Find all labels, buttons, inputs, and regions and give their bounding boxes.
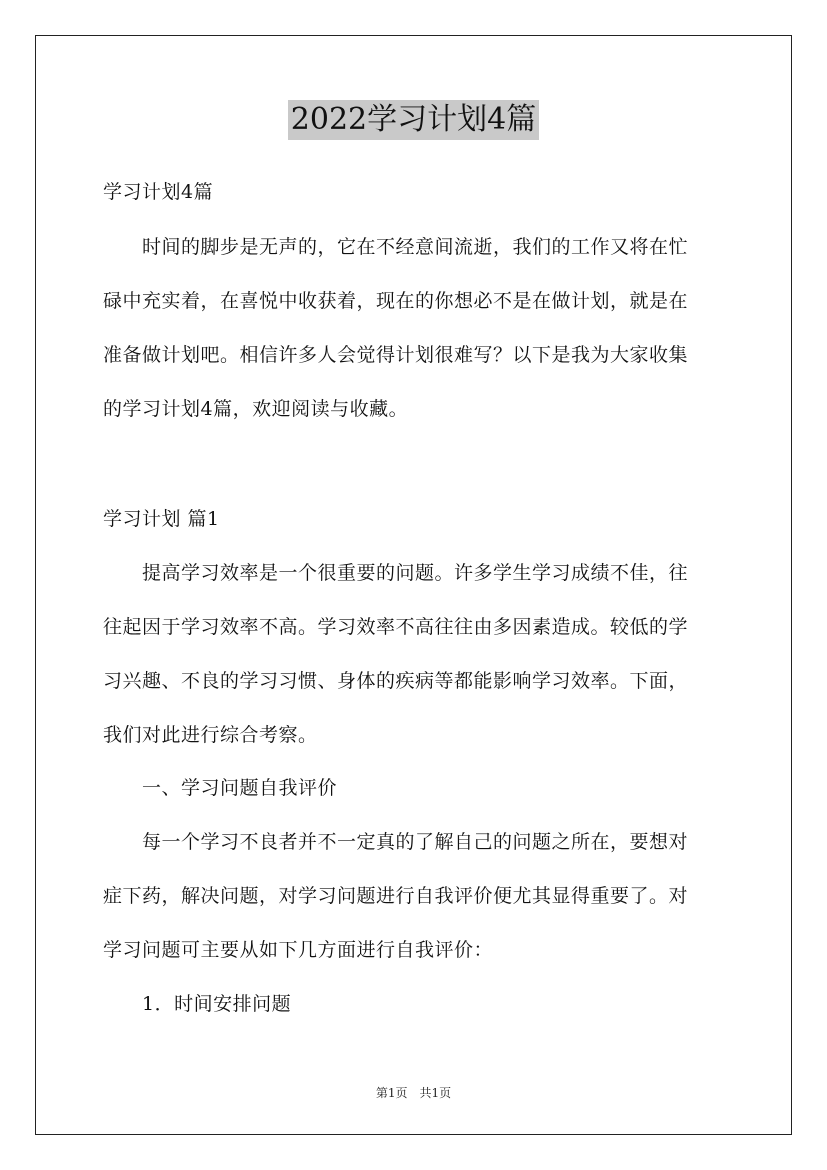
para2-line-2: 症下药，解决问题，对学习问题进行自我评价便尤其显得重要了。对 (103, 885, 689, 907)
intro-line-4: 的学习计划4篇，欢迎阅读与收藏。 (103, 398, 409, 420)
section-heading (103, 509, 726, 529)
para2-line-3: 学习问题可主要从如下几方面进行自我评价： (103, 939, 494, 961)
document-title: 2022学习计划4篇 (288, 100, 539, 140)
para1-line-3: 习兴趣、不良的学习习惯、身体的疾病等都能影响学习效率。下面， (103, 670, 689, 692)
intro-line-2: 碌中充实着，在喜悦中收获着，现在的你想必不是在做计划，就是在 (103, 290, 689, 312)
para1-line-4: 我们对此进行综合考察。 (103, 724, 318, 746)
intro-line-1: 时间的脚步是无声的，它在不经意间流逝，我们的工作又将在忙 (103, 236, 689, 258)
subtitle-text: 学习计划4篇 (103, 181, 214, 203)
section-heading-text: 学习计划 篇1 (103, 508, 220, 530)
para2-line-1: 每一个学习不良者并不一定真的了解自己的问题之所在，要想对 (103, 831, 689, 853)
list-item-1-text: 1．时间安排问题 (103, 993, 292, 1015)
title-container (0, 100, 827, 140)
para1-line-2: 往起因于学习效率不高。学习效率不高往往由多因素造成。较低的学 (103, 616, 689, 638)
paragraph-1 (103, 563, 726, 745)
subheading-1-text: 一、学习问题自我评价 (103, 777, 338, 799)
page-footer: 第1页 共1页 (375, 1086, 452, 1100)
subheading-1 (103, 778, 726, 798)
intro-paragraph (103, 237, 726, 419)
list-item-1 (103, 994, 726, 1014)
subtitle (103, 182, 726, 202)
intro-line-3: 准备做计划吧。相信许多人会觉得计划很难写？以下是我为大家收集 (103, 344, 689, 366)
para1-line-1: 提高学习效率是一个很重要的问题。许多学生学习成绩不佳，往 (103, 562, 689, 584)
paragraph-2 (103, 832, 726, 960)
